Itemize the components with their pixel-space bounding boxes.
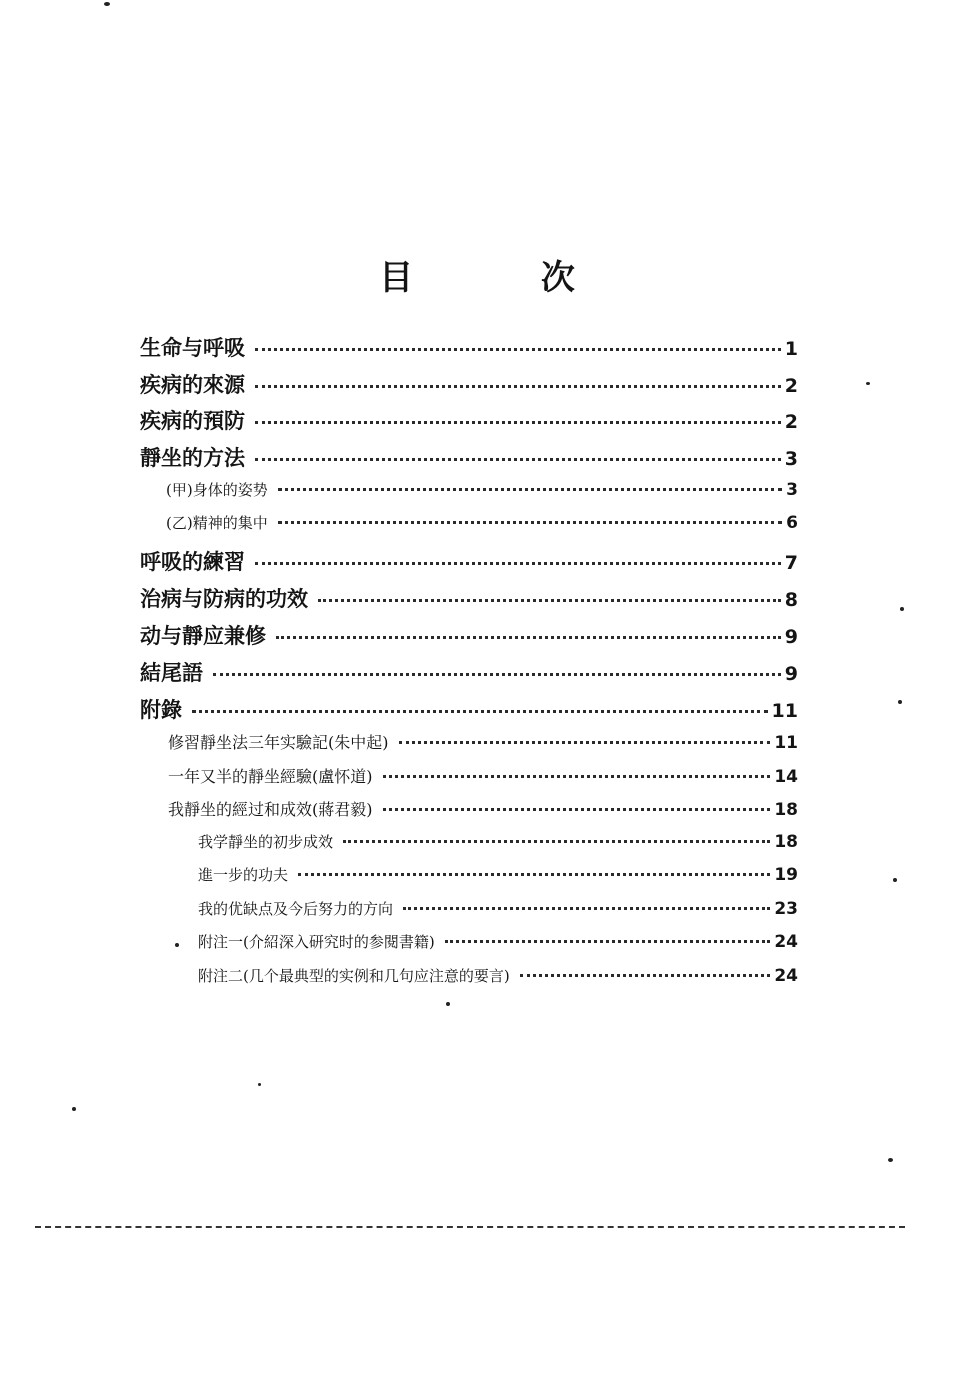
toc-entry-page: 23 xyxy=(774,899,798,919)
toc-entry-page: 2 xyxy=(784,375,798,397)
toc-entry-label: 修習靜坐法三年实驗記(朱中起) xyxy=(168,733,389,752)
dot-leader xyxy=(445,939,771,943)
toc-entry xyxy=(140,546,798,576)
toc-entry-page: 19 xyxy=(774,865,798,885)
toc-entry-label: 附注一(介紹深入研究时的参閱書籍) xyxy=(198,933,435,951)
dot-leader xyxy=(403,906,770,910)
page-bottom-rule xyxy=(35,1226,905,1228)
dot-leader xyxy=(255,561,781,565)
toc-entry-page: 14 xyxy=(774,767,798,787)
dot-leader xyxy=(255,457,781,461)
toc-entry-page: 11 xyxy=(774,733,798,753)
scan-speck xyxy=(888,1158,893,1162)
toc-entry-page: 24 xyxy=(774,932,798,952)
toc-entry-page: 3 xyxy=(784,448,798,470)
dot-leader xyxy=(255,420,781,424)
toc-entry xyxy=(198,965,798,986)
toc-entry xyxy=(140,369,798,399)
toc-entry xyxy=(168,730,798,753)
toc-entry-page: 8 xyxy=(784,589,798,611)
dot-leader xyxy=(192,709,768,713)
toc-entry-label: 我的优缺点及今后努力的方向 xyxy=(198,900,394,918)
dot-leader xyxy=(383,774,771,778)
toc-entry xyxy=(198,898,798,919)
toc-entry-label: (乙)精神的集中 xyxy=(166,514,268,532)
toc-entry-page: 6 xyxy=(786,513,798,533)
toc-entry xyxy=(140,442,798,472)
toc-entry-label: 呼吸的練習 xyxy=(140,549,245,574)
toc-entry-label: 生命与呼吸 xyxy=(140,335,245,360)
toc-entry xyxy=(168,764,798,787)
toc-entry-label: 進一步的功夫 xyxy=(198,866,289,884)
toc-entry-page: 3 xyxy=(786,480,798,500)
toc-entry xyxy=(140,620,798,650)
dot-leader xyxy=(520,973,771,977)
toc-entry-label: 我学靜坐的初步成效 xyxy=(198,833,334,851)
toc-entry xyxy=(168,797,798,820)
toc-entry-page: 9 xyxy=(784,663,798,685)
scan-speck xyxy=(258,1083,261,1086)
toc-entry-label: 我靜坐的經过和成效(蔣君毅) xyxy=(168,800,373,819)
dot-leader xyxy=(276,635,781,639)
toc-entry xyxy=(198,864,798,885)
dot-leader xyxy=(318,598,781,602)
toc-entry-page: 18 xyxy=(774,800,798,820)
toc-entry-page: 1 xyxy=(784,338,798,360)
scan-speck xyxy=(900,607,904,611)
toc-entry xyxy=(198,831,798,852)
dot-leader xyxy=(255,347,781,351)
dot-leader xyxy=(278,487,782,491)
toc-entry-page: 24 xyxy=(774,966,798,986)
toc-entry-label: 疾病的預防 xyxy=(140,408,245,433)
toc-entry-page: 9 xyxy=(784,626,798,648)
dot-leader xyxy=(343,839,770,843)
toc-entry xyxy=(166,479,798,500)
dot-leader xyxy=(298,872,770,876)
scan-speck xyxy=(898,700,902,704)
dot-leader xyxy=(383,807,771,811)
dot-leader xyxy=(213,672,781,676)
toc-entry-label: 附注二(几个最典型的实例和几句应注意的要言) xyxy=(198,967,510,985)
toc-entry-label: 治病与防病的功效 xyxy=(140,586,308,611)
scan-speck xyxy=(72,1107,76,1111)
toc-entry-label: 一年又半的靜坐經驗(盧怀道) xyxy=(168,767,373,786)
scan-speck xyxy=(446,1002,450,1006)
toc-entry-page: 11 xyxy=(771,700,798,722)
scan-speck xyxy=(893,878,897,882)
toc-entry xyxy=(140,657,798,687)
toc-entry-label: (甲)身体的姿势 xyxy=(166,481,268,499)
toc-entry xyxy=(166,512,798,533)
toc-entry-page: 7 xyxy=(784,552,798,574)
scan-speck xyxy=(104,2,110,6)
page-title: 目 次 xyxy=(379,258,633,298)
dot-leader xyxy=(278,520,782,524)
toc-entry-label: 靜坐的方法 xyxy=(140,445,245,470)
scan-speck xyxy=(866,382,870,385)
toc-entry-label: 附錄 xyxy=(140,697,182,722)
toc-entry xyxy=(140,332,798,362)
toc-entry xyxy=(140,583,798,613)
toc-entry-label: 疾病的來源 xyxy=(140,372,245,397)
dot-leader xyxy=(399,740,771,744)
scan-speck xyxy=(175,943,179,947)
toc-entry-label: 动与靜应兼修 xyxy=(140,623,266,648)
toc-entry-label: 結尾語 xyxy=(140,660,203,685)
toc-entry-page: 2 xyxy=(784,411,798,433)
toc-entry-page: 18 xyxy=(774,832,798,852)
dot-leader xyxy=(255,384,781,388)
toc-entry xyxy=(140,694,798,724)
toc-entry xyxy=(140,405,798,435)
toc-entry xyxy=(198,931,798,952)
